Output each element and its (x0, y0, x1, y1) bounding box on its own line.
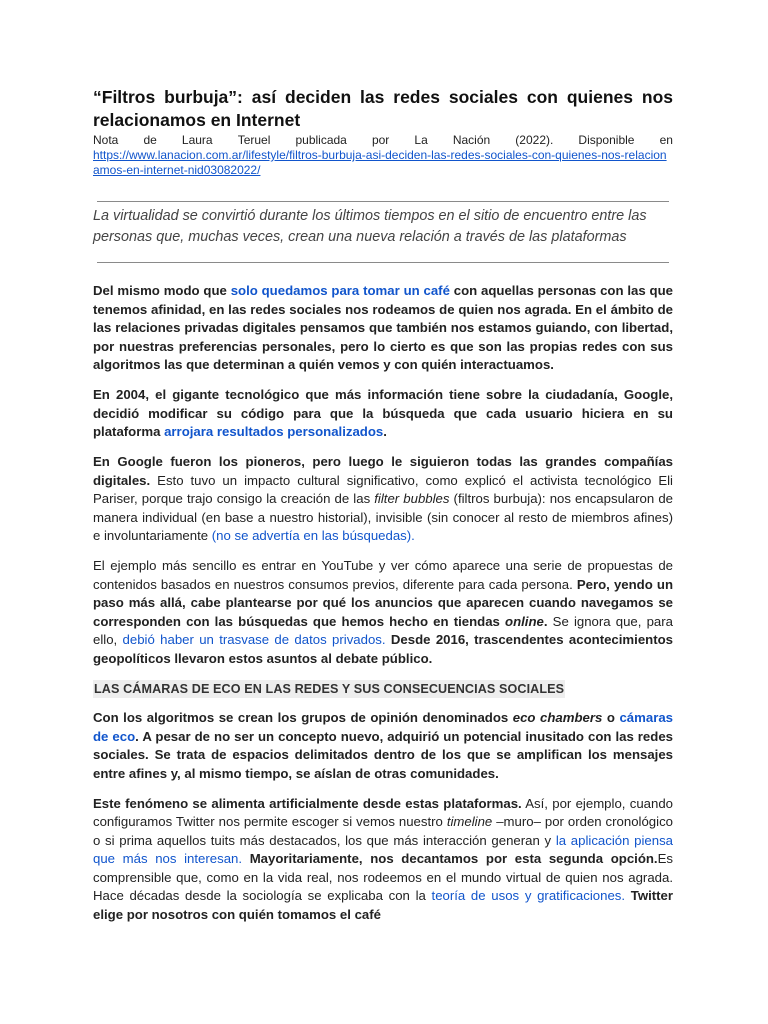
note-word: Laura (181, 133, 213, 147)
paragraph-4: El ejemplo más sencillo es entrar en YouTube y ver cómo aparece una serie de propuestas de contenidos basados en nuestros consumos previos, diferente para cada persona. Pero, yendo un paso más allá, cabe plantearse por qué los anuncios que aparecen cuando navegamos se corresponden con las búsquedas que hemos hecho en tiendas online. Se ignora que, para ello, debió haber un trasvase de datos privados. Desde 2016, trascendentes acontecimientos geopolíticos llevaron estos asuntos al debate público. (93, 558, 673, 666)
source-note-text (93, 133, 673, 148)
private-data-link[interactable]: debió haber un trasvase de datos privados. (122, 632, 386, 647)
note-word: publicada (295, 133, 347, 147)
lead-quote: La virtualidad se convirtió durante los últimos tiempos en el sitio de encuentro entre las personas que, muchas veces, crean una nueva relación a través de las plataformas (93, 208, 647, 245)
paragraph-1: Del mismo modo que solo quedamos para tomar un café con aquellas personas con las que tenemos afinidad, en las redes sociales nos rodeamos de quien nos agrada. En el ámbito de las relaciones privadas digitales pensamos que también nos estamos guiando, con libertad, por nuestras preferencias personales, pero lo cierto es que son las propias redes con sus algoritmos las que determinan a quién vemos y con quién interactuamos. (93, 283, 673, 372)
divider-bottom (97, 262, 669, 263)
paragraph-5: Con los algoritmos se crean los grupos de opinión denominados eco chambers o cámaras de eco. A pesar de no ser un concepto nuevo, adquirió un potencial inusitado con las redes sociales. Se trata de espacios delimitados dentro de los que se amplifican los mensajes entre afines y, al mismo tiempo, se aíslan de otras comunidades. (93, 710, 673, 781)
echo-chambers-link[interactable]: cámaras de eco (93, 710, 673, 744)
paragraph-3: En Google fueron los pioneros, pero luego le siguieron todas las grandes compañías digitales. Esto tuvo un impacto cultural significativo, como explicó el activista tecnológico Eli Pariser, porque trajo consigo la creación de las filter bubbles (filtros burbuja): nos encapsularon de manera individual (en base a nuestro historial), invisible (sin conocer al resto de miembros afines) e involuntariamente (no se advertía en las búsquedas). (93, 454, 673, 543)
note-word: Nota (93, 133, 119, 147)
article-body (93, 282, 673, 936)
searches-link[interactable]: (no se advertía en las búsquedas). (211, 528, 415, 543)
note-word: de (143, 133, 157, 147)
paragraph-2: En 2004, el gigante tecnológico que más información tiene sobre la ciudadanía, Google, decidió modificar su código para que la búsqueda que cada usuario hiciera en su plataforma arrojara resultados personalizados. (93, 387, 673, 439)
note-word: (2022). (515, 133, 554, 147)
uses-gratifications-link[interactable]: teoría de usos y gratificaciones. (431, 888, 626, 903)
paragraph-6: Este fenómeno se alimenta artificialmente desde estas plataformas. Así, por ejemplo, cuando configuramos Twitter nos permite escoger si vemos nuestro timeline –muro– por orden cronológico o si prima aquellos tuits más destacados, los que más interacción generan y la aplicación piensa que más nos interesan. Mayoritariamente, nos decantamos por esta segunda opción.Es comprensible que, como en la vida real, nos rodeemos en el mundo virtual de quien nos agrada. Hace décadas desde la sociología se explicaba con la teoría de usos y gratificaciones. Twitter elige por nosotros con quién tomamos el café (93, 795, 674, 922)
source-note (93, 133, 673, 178)
note-word: Nación (452, 133, 491, 147)
section-subheading: LAS CÁMARAS DE ECO EN LAS REDES Y SUS CONSECUENCIAS SOCIALES (93, 680, 565, 699)
note-word: por (371, 133, 390, 147)
source-url-link[interactable]: https://www.lanacion.com.ar/lifestyle/filtros-burbuja-asi-deciden-las-redes-sociales-con-quienes-nos-relacionamos-en-internet-nid03082022/ (93, 148, 667, 177)
divider-top (97, 201, 669, 202)
note-word: Teruel (237, 133, 271, 147)
note-word: en (659, 133, 673, 147)
app-interest-link[interactable]: la aplicación piensa que más nos interesan. (93, 832, 674, 866)
cafe-link[interactable]: solo quedamos para tomar un café (230, 283, 450, 298)
note-word: La (414, 133, 428, 147)
personalized-results-link[interactable]: arrojara resultados personalizados (164, 424, 384, 439)
article-title: “Filtros burbuja”: así deciden las redes sociales con quienes nos relacionamos en Internet (93, 87, 673, 130)
note-word: Disponible (578, 133, 635, 147)
subheading-row (93, 680, 673, 699)
